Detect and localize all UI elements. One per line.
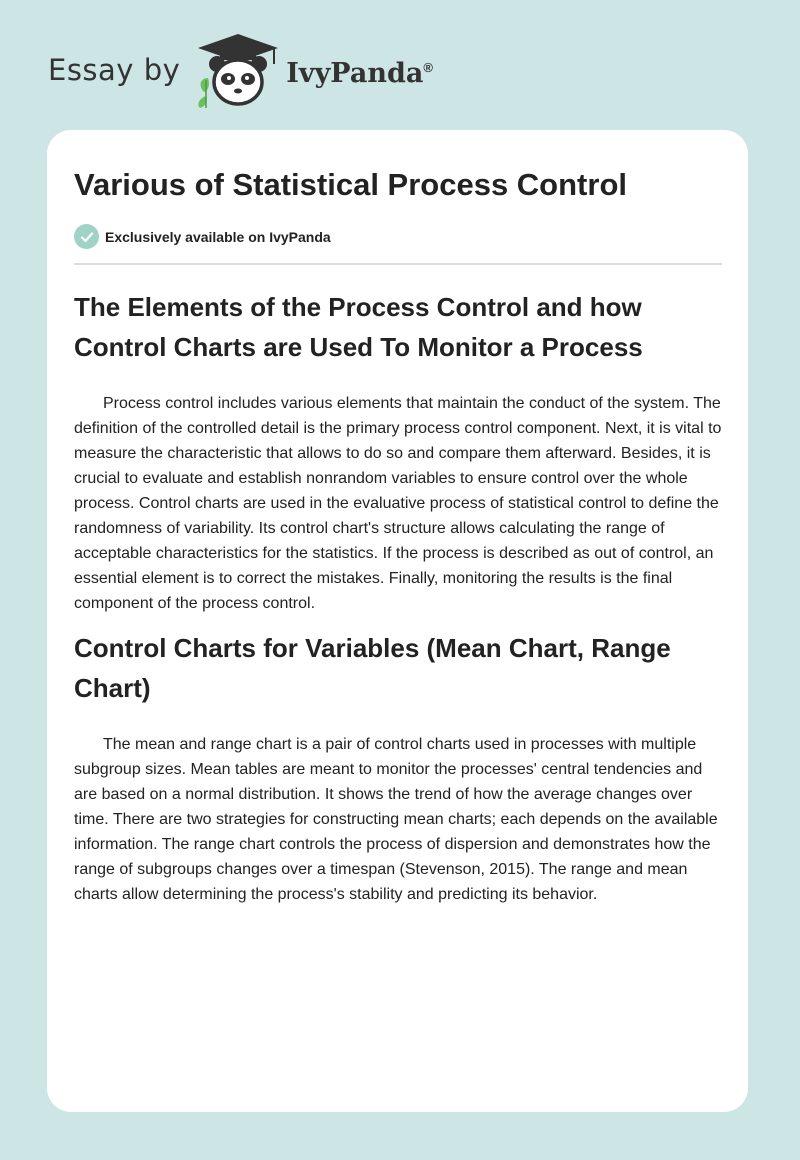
- panda-logo-icon: [194, 30, 282, 110]
- essay-by-label: Essay by: [48, 53, 181, 87]
- page-title: Various of Statistical Process Control: [74, 167, 627, 202]
- site-header: [48, 30, 433, 110]
- essay-card: [47, 130, 748, 1112]
- section-paragraph: Process control includes various elements that maintain the conduct of the system. The definition of the controlled detail is the primary process control component. Next, it is vital to measure the characteristic that allows to do so and compare them afterward. Besides, it is crucial to evaluate and establish nonrandom variables to ensure control over the whole process. Control charts are used in the evaluative process of statistical control to define the randomness of variability. Its control chart's structure allows calculating the range of acceptable characteristics for the statistics. If the process is described as out of control, an essential element is to correct the mistakes. Finally, monitoring the results is the final component of the process control.: [74, 395, 722, 612]
- section-paragraph: The mean and range chart is a pair of control charts used in processes with multiple subgroup sizes. Mean tables are meant to monitor the processes' central tendencies and are based on a normal distribution. It shows the trend of how the average changes over time. There are two strategies for constructing mean charts; each depends on the available information. The range chart controls the process of dispersion and demonstrates how the range of subgroups changes over a timespan (Stevenson, 2015). The range and mean charts allow determining the process's stability and predicting its behavior.: [74, 736, 718, 903]
- brand-name: IvyPanda®: [286, 57, 433, 89]
- exclusive-badge: [74, 224, 722, 249]
- divider: [74, 263, 722, 265]
- exclusive-text: Exclusively available on IvyPanda: [105, 228, 331, 245]
- section-heading: Control Charts for Variables (Mean Chart, Range Chart): [74, 633, 671, 703]
- check-icon: [74, 224, 99, 249]
- section-heading: The Elements of the Process Control and how Control Charts are Used To Monitor a Process: [74, 292, 643, 362]
